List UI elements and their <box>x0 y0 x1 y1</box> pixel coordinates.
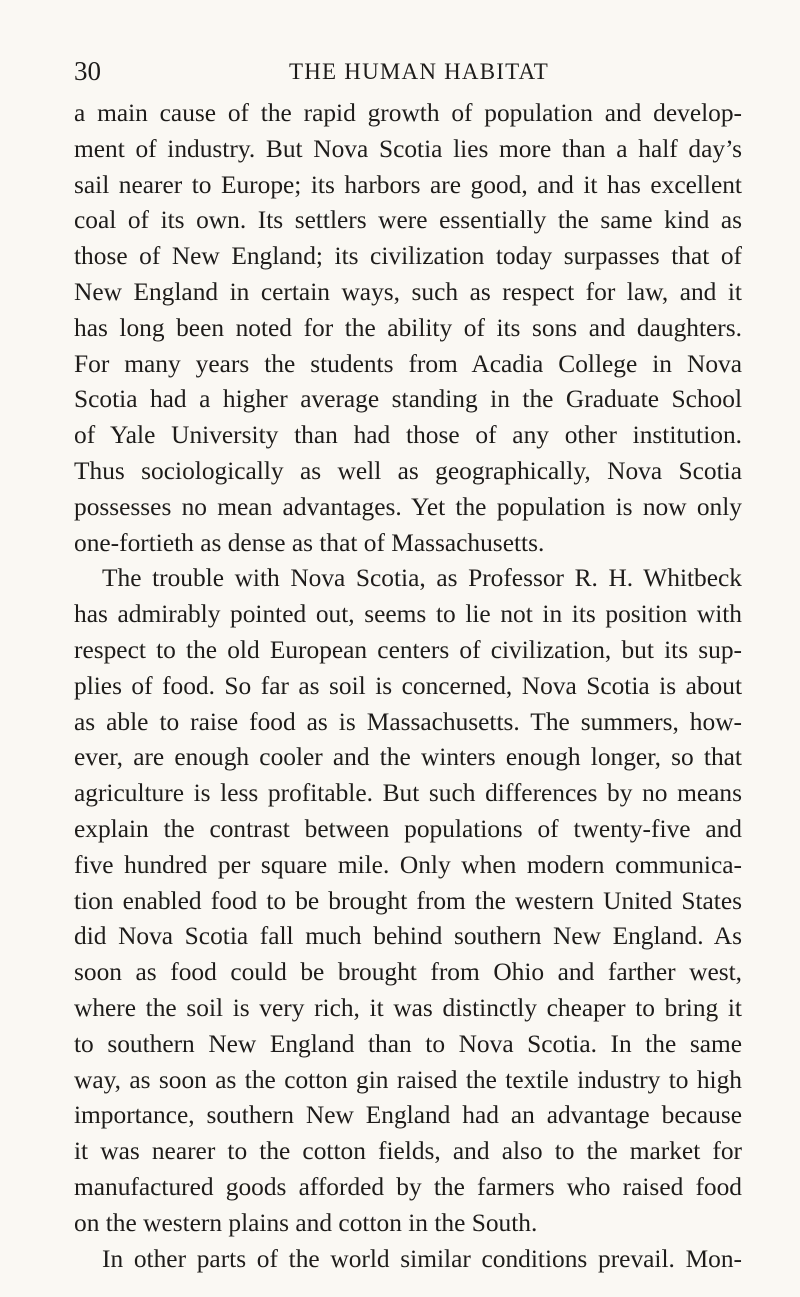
running-head <box>74 56 740 86</box>
paragraph-start-line: In other parts of the world similar conditions prevail. Mon- <box>102 1244 742 1273</box>
text-line: plies of food. So far as soil is concerned, Nova Scotia is about <box>74 671 742 700</box>
paragraph-end-line: one-fortieth as dense as that of Massachusetts. <box>74 528 545 557</box>
text-line: soon as food could be brought from Ohio and farther west, <box>74 958 742 987</box>
running-title: THE HUMAN HABITAT <box>289 59 550 84</box>
text-line: explain the contrast between populations of twenty-five and <box>74 814 742 843</box>
text-line: did Nova Scotia fall much behind southern New England. As <box>74 922 742 951</box>
text-line: where the soil is very rich, it was distinctly cheaper to bring it <box>74 993 742 1022</box>
text-line: way, as soon as the cotton gin raised the textile industry to high <box>74 1065 742 1094</box>
text-line: it was nearer to the cotton fields, and also to the market for <box>74 1137 742 1166</box>
page-number: 30 <box>74 56 101 86</box>
text-line: importance, southern New England had an advantage because <box>74 1101 742 1130</box>
text-line: Scotia had a higher average standing in the Graduate School <box>74 385 742 414</box>
text-line: those of New England; its civilization today surpasses that of <box>74 242 742 271</box>
text-line: ment of industry. But Nova Scotia lies more than a half day’s <box>74 134 742 163</box>
text-line: as able to raise food as is Massachusetts. The summers, how- <box>74 707 742 736</box>
text-line: agriculture is less profitable. But such differences by no means <box>74 779 742 808</box>
text-line: has long been noted for the ability of its sons and daughters. <box>74 313 742 342</box>
text-line: coal of its own. Its settlers were essentially the same kind as <box>74 206 742 235</box>
paragraph-end-line: on the western plains and cotton in the South. <box>74 1208 538 1237</box>
text-line: possesses no mean advantages. Yet the population is now only <box>74 492 742 521</box>
paragraph-start-line: The trouble with Nova Scotia, as Professor R. H. Whitbeck <box>102 564 742 593</box>
text-line: sail nearer to Europe; its harbors are good, and it has excellent <box>74 170 742 199</box>
text-line: respect to the old European centers of civilization, but its sup- <box>74 635 742 664</box>
text-line: For many years the students from Acadia College in Nova <box>74 349 742 378</box>
text-line: ever, are enough cooler and the winters enough longer, so that <box>74 743 742 772</box>
text-line: five hundred per square mile. Only when modern communica- <box>74 850 742 879</box>
text-line: to southern New England than to Nova Scotia. In the same <box>74 1029 742 1058</box>
text-line: manufactured goods afforded by the farmers who raised food <box>74 1172 742 1201</box>
text-line: has admirably pointed out, seems to lie not in its position with <box>74 600 742 629</box>
text-line: New England in certain ways, such as respect for law, and it <box>74 277 742 306</box>
body-text <box>74 96 742 1277</box>
text-line: Thus sociologically as well as geographically, Nova Scotia <box>74 456 742 485</box>
text-line: of Yale University than had those of any other institution. <box>74 421 742 450</box>
text-line: a main cause of the rapid growth of population and develop- <box>74 99 742 127</box>
text-line: tion enabled food to be brought from the western United States <box>74 886 742 915</box>
